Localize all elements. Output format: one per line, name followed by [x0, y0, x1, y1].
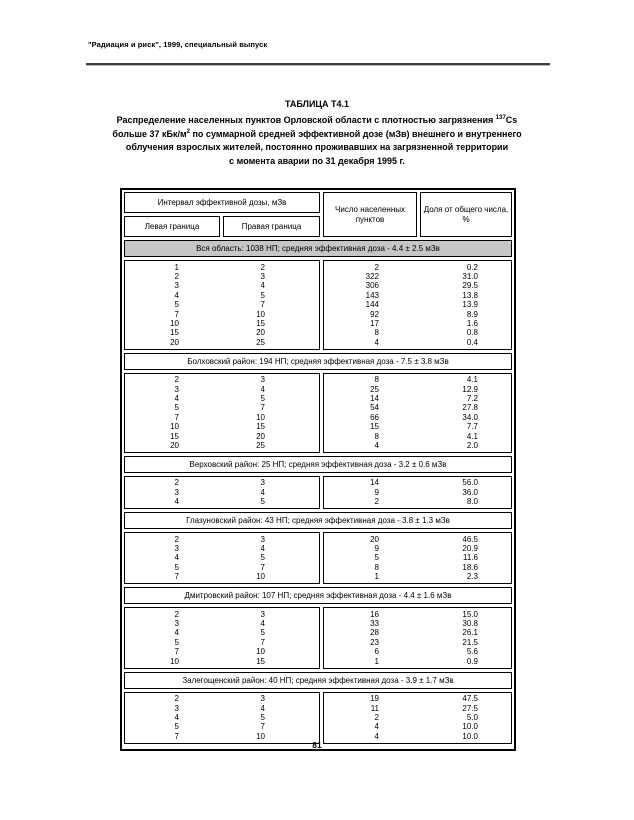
table-row — [324, 619, 511, 628]
share-percent-value: 34.0 — [462, 412, 478, 422]
table-row — [125, 563, 319, 572]
table-row — [324, 713, 511, 722]
right-bound-value: 3 — [260, 609, 265, 619]
settlement-count-value: 14 — [370, 393, 379, 403]
settlement-count-value: 9 — [374, 544, 379, 554]
table-row — [125, 328, 319, 337]
left-bound-value: 2 — [174, 609, 179, 619]
settlement-count-value: 1 — [374, 572, 379, 582]
left-bound-value: 4 — [174, 628, 179, 638]
share-percent-value: 4.1 — [466, 431, 478, 441]
share-percent-value: 13.8 — [462, 290, 478, 300]
right-bound-value: 2 — [260, 262, 265, 272]
table-row — [125, 628, 319, 637]
left-bound-value: 7 — [174, 647, 179, 657]
table-row — [125, 647, 319, 656]
table-row — [125, 638, 319, 647]
settlement-count-value: 6 — [374, 647, 379, 657]
right-bound-value: 4 — [260, 281, 265, 291]
count-share-values-cell — [323, 260, 512, 350]
share-percent-value: 47.5 — [462, 694, 478, 704]
right-bound-value: 20 — [256, 328, 265, 338]
settlement-count-value: 11 — [370, 703, 379, 713]
share-percent-value: 10.0 — [462, 722, 478, 732]
share-percent-value: 4.1 — [466, 375, 478, 385]
table-row — [125, 281, 319, 290]
share-percent-value: 5.0 — [466, 712, 478, 722]
table-row — [324, 385, 511, 394]
interval-values-cell — [124, 260, 320, 350]
header-interval-dose: Интервал эффективной дозы, мЗв — [124, 192, 320, 213]
table-row — [125, 338, 319, 347]
settlement-count-value: 23 — [370, 637, 379, 647]
table-row — [125, 272, 319, 281]
right-bound-value: 5 — [260, 393, 265, 403]
share-percent-value: 27.8 — [462, 403, 478, 413]
table-row — [324, 328, 511, 337]
settlement-count-value: 306 — [365, 281, 379, 291]
table-row — [125, 403, 319, 412]
share-percent-value: 30.8 — [462, 619, 478, 629]
table-row — [324, 638, 511, 647]
left-bound-value: 10 — [170, 656, 179, 666]
count-share-values-cell — [323, 607, 512, 668]
header-left-bound: Левая граница — [124, 216, 220, 237]
table-row — [324, 441, 511, 450]
table-row — [324, 375, 511, 384]
share-percent-value: 7.7 — [466, 422, 478, 432]
table-row — [324, 478, 511, 487]
right-bound-value: 3 — [260, 375, 265, 385]
share-percent-value: 8.0 — [466, 497, 478, 507]
document-title-line: облучения взрослых жителей, постоянно проживавших на загрязненной территории — [125, 142, 509, 152]
table-row — [324, 647, 511, 656]
header-share-percent: Доля от общего числа, % — [420, 192, 512, 237]
right-bound-value: 10 — [256, 412, 265, 422]
settlement-count-value: 66 — [370, 412, 379, 422]
settlement-count-value: 4 — [374, 441, 379, 450]
table-row — [324, 544, 511, 553]
right-bound-value: 10 — [256, 572, 265, 582]
header-right-bound: Правая граница — [223, 216, 320, 237]
table-row — [125, 413, 319, 422]
share-percent-value: 36.0 — [462, 487, 478, 497]
settlement-count-value: 9 — [374, 487, 379, 497]
right-bound-value: 25 — [256, 337, 265, 347]
share-percent-value: 1.6 — [466, 318, 478, 328]
share-percent-value: 18.6 — [462, 562, 478, 572]
section-header: Болховский район: 194 НП; средняя эффективная доза - 7.5 ± 3.8 мЗв — [124, 353, 512, 370]
table-row — [125, 394, 319, 403]
share-percent-value: 5.6 — [466, 647, 478, 657]
settlement-count-value: 92 — [370, 309, 379, 319]
section-data-block — [124, 476, 512, 509]
settlement-count-value: 1 — [374, 656, 379, 666]
share-percent-value: 10.0 — [462, 731, 478, 741]
share-percent-value: 13.9 — [462, 300, 478, 310]
table-row — [125, 300, 319, 309]
table-row — [125, 441, 319, 450]
settlement-count-value: 19 — [370, 694, 379, 704]
table-row — [125, 722, 319, 731]
table-row — [324, 657, 511, 666]
left-bound-value: 7 — [174, 731, 179, 741]
document-title-line: Распределение населенных пунктов Орловской области с плотностью загрязнения $^{137}$Cs — [116, 115, 518, 125]
right-bound-value: 7 — [260, 562, 265, 572]
table-row — [324, 394, 511, 403]
right-bound-value: 3 — [260, 271, 265, 281]
settlement-count-value: 33 — [370, 619, 379, 629]
table-row — [324, 553, 511, 562]
table-row — [324, 413, 511, 422]
share-percent-value: 0.2 — [466, 262, 478, 272]
right-bound-value: 7 — [260, 403, 265, 413]
share-percent-value: 2.3 — [466, 572, 478, 582]
share-percent-value: 12.9 — [462, 384, 478, 394]
table-sections — [124, 240, 512, 744]
header-rule — [86, 63, 550, 66]
table-row — [125, 535, 319, 544]
share-percent-value: 7.2 — [466, 393, 478, 403]
table-row — [324, 610, 511, 619]
table-row — [324, 488, 511, 497]
share-percent-value: 8.9 — [466, 309, 478, 319]
share-percent-value: 11.6 — [463, 553, 478, 563]
right-bound-value: 5 — [260, 290, 265, 300]
share-percent-value: 46.5 — [462, 534, 478, 544]
right-bound-value: 4 — [260, 384, 265, 394]
table-row — [125, 310, 319, 319]
table-row — [125, 544, 319, 553]
document-title — [57, 114, 577, 168]
table-row — [324, 535, 511, 544]
settlement-count-value: 4 — [374, 731, 379, 741]
left-bound-value: 5 — [174, 637, 179, 647]
left-bound-value: 4 — [174, 393, 179, 403]
settlement-count-value: 8 — [374, 375, 379, 385]
left-bound-value: 3 — [174, 544, 179, 554]
document-title-line: больше 37 кБк/$м^2$ по суммарной средней эффективной дозе (мЗв) внешнего и внутреннего — [112, 128, 522, 139]
table-row — [324, 563, 511, 572]
journal-running-head: "Радиация и риск", 1999, специальный выпуск — [88, 40, 268, 49]
left-bound-value: 3 — [174, 487, 179, 497]
left-bound-value: 7 — [174, 412, 179, 422]
settlement-count-value: 14 — [370, 478, 379, 488]
table-row — [125, 488, 319, 497]
right-bound-value: 10 — [256, 309, 265, 319]
left-bound-value: 7 — [174, 572, 179, 582]
table-header — [124, 192, 512, 237]
section-header: Глазуновский район: 43 НП; средняя эффективная доза - 3.8 ± 1.3 мЗв — [124, 512, 512, 529]
right-bound-value: 15 — [256, 656, 265, 666]
section-data-block — [124, 373, 512, 453]
table-row — [125, 375, 319, 384]
table-row — [324, 300, 511, 309]
settlement-count-value: 17 — [370, 318, 379, 328]
right-bound-value: 5 — [260, 497, 265, 507]
count-share-values-cell — [323, 532, 512, 584]
header-settlement-count: Число населенных пунктов — [323, 192, 417, 237]
right-bound-value: 25 — [256, 441, 265, 450]
left-bound-value: 2 — [174, 694, 179, 704]
section-header: Дмитровский район: 107 НП; средняя эффективная доза - 4.4 ± 1.6 мЗв — [124, 587, 512, 604]
left-bound-value: 7 — [174, 309, 179, 319]
table-row — [125, 422, 319, 431]
interval-values-cell — [124, 607, 320, 668]
left-bound-value: 2 — [174, 375, 179, 385]
table-row — [125, 619, 319, 628]
right-bound-value: 5 — [260, 628, 265, 638]
left-bound-value: 4 — [174, 497, 179, 507]
right-bound-value: 3 — [260, 534, 265, 544]
left-bound-value: 5 — [174, 300, 179, 310]
table-row — [324, 628, 511, 637]
left-bound-value: 15 — [170, 431, 179, 441]
interval-values-cell — [124, 476, 320, 509]
share-percent-value: 15.0 — [462, 609, 478, 619]
share-percent-value: 21.5 — [462, 637, 478, 647]
left-bound-value: 1 — [174, 262, 179, 272]
settlement-count-value: 8 — [374, 562, 379, 572]
left-bound-value: 2 — [174, 534, 179, 544]
right-bound-value: 10 — [256, 647, 265, 657]
left-bound-value: 20 — [170, 441, 179, 450]
table-row — [125, 572, 319, 581]
share-percent-value: 20.9 — [462, 544, 478, 554]
right-bound-value: 4 — [260, 544, 265, 554]
share-percent-value: 27.5 — [462, 703, 478, 713]
table-row — [324, 722, 511, 731]
share-percent-value: 29.5 — [462, 281, 478, 291]
left-bound-value: 3 — [174, 281, 179, 291]
share-percent-value: 31.0 — [462, 271, 478, 281]
right-bound-value: 7 — [260, 300, 265, 310]
table-row — [324, 432, 511, 441]
share-percent-value: 56.0 — [462, 478, 478, 488]
left-bound-value: 10 — [170, 422, 179, 432]
left-bound-value: 5 — [174, 562, 179, 572]
table-row — [125, 657, 319, 666]
left-bound-value: 4 — [174, 712, 179, 722]
count-share-values-cell — [323, 692, 512, 744]
table-row — [324, 403, 511, 412]
settlement-count-value: 15 — [370, 422, 379, 432]
left-bound-value: 4 — [174, 553, 179, 563]
left-bound-value: 5 — [174, 403, 179, 413]
left-bound-value: 4 — [174, 290, 179, 300]
left-bound-value: 2 — [174, 271, 179, 281]
right-bound-value: 4 — [260, 703, 265, 713]
settlement-count-value: 4 — [374, 337, 379, 347]
left-bound-value: 15 — [170, 328, 179, 338]
left-bound-value: 5 — [174, 722, 179, 732]
table-row — [125, 713, 319, 722]
settlement-count-value: 2 — [374, 262, 379, 272]
settlement-count-value: 4 — [374, 722, 379, 732]
left-bound-value: 3 — [174, 384, 179, 394]
table-row — [125, 478, 319, 487]
table-row — [125, 694, 319, 703]
settlement-count-value: 5 — [374, 553, 379, 563]
left-bound-value: 10 — [170, 318, 179, 328]
table-row — [125, 319, 319, 328]
table-row — [324, 704, 511, 713]
table-row — [324, 422, 511, 431]
table-row — [125, 263, 319, 272]
section-data-block — [124, 692, 512, 744]
table-row — [125, 553, 319, 562]
settlement-count-value: 54 — [370, 403, 379, 413]
right-bound-value: 4 — [260, 487, 265, 497]
settlement-count-value: 16 — [370, 609, 379, 619]
share-percent-value: 26.1 — [462, 628, 478, 638]
table-row — [125, 704, 319, 713]
table-row — [125, 291, 319, 300]
document-title-line: с момента аварии по 31 декабря 1995 г. — [229, 155, 405, 166]
table-row — [125, 432, 319, 441]
settlement-count-value: 322 — [365, 271, 379, 281]
table-row — [324, 263, 511, 272]
right-bound-value: 15 — [256, 422, 265, 432]
left-bound-value: 3 — [174, 619, 179, 629]
settlement-count-value: 8 — [374, 431, 379, 441]
table-row — [324, 319, 511, 328]
table-row — [324, 310, 511, 319]
table-row — [324, 572, 511, 581]
dose-distribution-table — [120, 188, 516, 751]
section-data-block — [124, 607, 512, 668]
right-bound-value: 5 — [260, 712, 265, 722]
table-row — [125, 497, 319, 506]
share-percent-value: 2.0 — [466, 441, 478, 450]
settlement-count-value: 28 — [370, 628, 379, 638]
settlement-count-value: 25 — [370, 384, 379, 394]
left-bound-value: 2 — [174, 478, 179, 488]
table-label: ТАБЛИЦА Т4.1 — [284, 99, 350, 109]
right-bound-value: 15 — [256, 318, 265, 328]
section-header: Залегощенский район: 40 НП; средняя эффективная доза - 3.9 ± 1.7 мЗв — [124, 672, 512, 689]
right-bound-value: 4 — [260, 619, 265, 629]
table-row — [324, 281, 511, 290]
interval-values-cell — [124, 532, 320, 584]
right-bound-value: 3 — [260, 478, 265, 488]
table-row — [125, 385, 319, 394]
table-row — [324, 694, 511, 703]
right-bound-value: 5 — [260, 553, 265, 563]
left-bound-value: 3 — [174, 703, 179, 713]
count-share-values-cell — [323, 373, 512, 453]
settlement-count-value: 2 — [374, 497, 379, 507]
section-data-block — [124, 532, 512, 584]
right-bound-value: 3 — [260, 694, 265, 704]
count-share-values-cell — [323, 476, 512, 509]
table-row — [324, 291, 511, 300]
interval-values-cell — [124, 373, 320, 453]
settlement-count-value: 20 — [370, 534, 379, 544]
section-header: Верховский район: 25 НП; средняя эффективная доза - 3.2 ± 0.6 мЗв — [124, 456, 512, 473]
settlement-count-value: 143 — [365, 290, 379, 300]
share-percent-value: 0.8 — [466, 328, 478, 338]
settlement-count-value: 144 — [365, 300, 379, 310]
settlement-count-value: 8 — [374, 328, 379, 338]
section-data-block — [124, 260, 512, 350]
table-row — [324, 497, 511, 506]
share-percent-value: 0.9 — [466, 656, 478, 666]
section-header: Вся область: 1038 НП; средняя эффективная доза - 4.4 ± 2.5 мЗв — [124, 240, 512, 257]
settlement-count-value: 2 — [374, 712, 379, 722]
table-row — [324, 272, 511, 281]
page-number: 81 — [312, 740, 322, 750]
right-bound-value: 20 — [256, 431, 265, 441]
right-bound-value: 7 — [260, 722, 265, 732]
table-row — [324, 338, 511, 347]
right-bound-value: 7 — [260, 637, 265, 647]
table-row — [125, 610, 319, 619]
right-bound-value: 10 — [256, 731, 265, 741]
share-percent-value: 0.4 — [466, 337, 478, 347]
interval-values-cell — [124, 692, 320, 744]
left-bound-value: 20 — [170, 337, 179, 347]
